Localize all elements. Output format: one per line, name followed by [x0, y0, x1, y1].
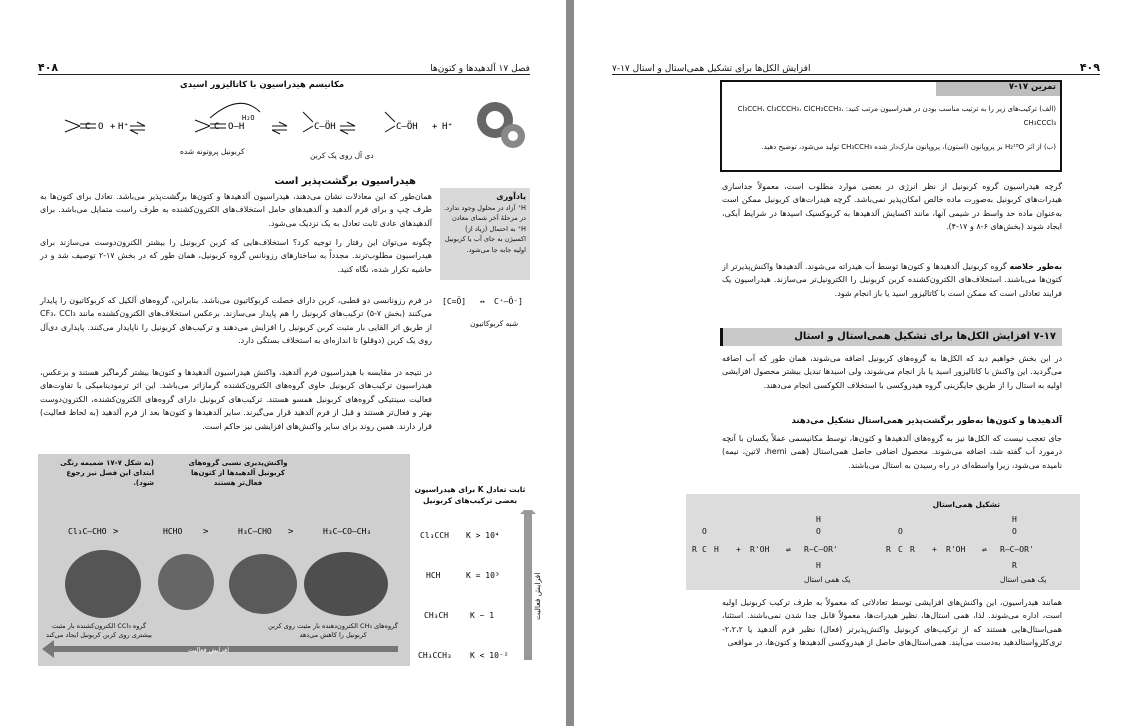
svg-text:+: + — [432, 122, 438, 132]
left-paragraph-3: در فرم رزونانسی دو قطبی، کربن دارای خصلت کربوکاتیون می‌باشد. بنابراین، گروه‌های آلکیل که کربوکاتیون را پایدار می‌کنند (بخش ۷-۵) ترکیب‌های کربونیل را هم پایدار می‌سازند. برعکس استخلاف‌های الکترون‌کشنده مانند CF₃، CCl₃ از طریق اثر القایی بار مثبت کربن کربونیل را افزایش می‌دهند و ترکیب‌های کربونیل را ناپایدار می‌کنند. پایداری دی‌آل روی یک کربن (دوقلو) تا اندازه‌ای به استخلاف بستگی دارد. — [40, 296, 432, 346]
resonance-caption: شبه کربوکاتیون — [470, 319, 519, 328]
right-paragraph-1: گرچه هیدراسیون گروه کربونیل از نظر انرژی در بعضی موارد مطلوب است، معمولاً جداسازی هیدرات‌های کربونیل به‌صورت ماده خالص امکان‌پذیر نمی‌باشد. گرچه هیدرات‌های کربونیل ممکن است به‌عنوان ماده حد واسط در شیمی آنها، مانند اکسایش آلدهیدها به کربوکسیک اسیدها در شرایط آبکی، ایجاد شوند (بخش‌های ۶-۸ و ۱۷-۴). — [722, 182, 1062, 232]
svg-text:>: > — [288, 527, 294, 537]
molecule-2: HCHO — [163, 527, 183, 536]
molecule-3: H₃C–CHO — [238, 527, 272, 536]
molecule-4: H₃C–CO–CH₃ — [323, 527, 372, 536]
svg-text:R: R — [886, 545, 891, 554]
svg-text:C–ÖH: C–ÖH — [396, 122, 418, 132]
hemiacetal-reaction-box — [686, 494, 1080, 590]
section-title-bar: ۷-۱۷ افزایش الکل‌ها برای تشکیل همی‌استال و استال — [720, 328, 1062, 346]
exercise-part-b: (ب) از اثر H₂¹⁸O بر پروپانون (استون)، پروپانون مارک‌دار شده CH₃CCH₃ تولید می‌شود، توضیح دهید. — [761, 143, 1056, 151]
svg-text:K > 10⁴: K > 10⁴ — [466, 531, 500, 540]
svg-text:O: O — [1012, 527, 1017, 536]
svg-text:Cl₃CCH: Cl₃CCH — [420, 531, 449, 540]
equilibrium-title: ثابت تعادل K برای هیدراسیون بعضی ترکیب‌های کربونیل — [414, 485, 526, 505]
svg-text:⇌: ⇌ — [982, 545, 987, 554]
svg-text:R: R — [692, 545, 697, 554]
svg-text:افزایش فعالیت: افزایش فعالیت — [533, 572, 542, 620]
svg-text:H: H — [714, 545, 719, 554]
svg-text:C–ÖH: C–ÖH — [314, 122, 336, 132]
sidebar-note — [440, 188, 530, 280]
left-section-heading: هیدراسیون برگشت‌پذیر است — [274, 176, 416, 187]
hemiacetal-subheading: آلدهیدها و کتون‌ها به‌طور برگشت‌پذیر همی‌استال تشکیل می‌دهند — [791, 416, 1062, 426]
sidebar-title: یادآوری — [496, 192, 526, 201]
svg-text:⇌: ⇌ — [786, 545, 791, 554]
reaction-box-title: تشکیل همی‌استال — [932, 500, 1000, 509]
svg-text:H: H — [1012, 515, 1017, 524]
svg-text:HCH: HCH — [426, 571, 441, 580]
product-label-2: یک همی استال — [1000, 575, 1047, 584]
exercise-title: تمرین ۱۷-۷ — [936, 82, 1060, 96]
hemiacetal-label: دی آل روی یک کربن — [310, 151, 374, 160]
right-page-number: ۴۰۹ — [1079, 61, 1100, 74]
svg-text:O: O — [898, 527, 903, 536]
resonance-diagram — [440, 288, 540, 330]
svg-text:O: O — [702, 527, 707, 536]
svg-text:>: > — [203, 527, 209, 537]
svg-text:H⁺: H⁺ — [442, 122, 453, 132]
svg-text:O–H: O–H — [228, 122, 245, 132]
reagent-1: R'OH — [750, 545, 770, 554]
figure-note: (به شکل ۷-۱۷ ضمیمه رنگی ابتدای این فصل نیز رجوع شود). — [60, 459, 154, 487]
figure-caption-left: گروه CCl₃ الکترون‌کشنده بار مثبت بیشتری روی کربن کربونیل ایجاد می‌کند — [46, 622, 152, 639]
svg-text:C: C — [898, 545, 903, 554]
left-paragraph-4: در نتیجه در مقایسه با هیدراسیون فرم آلدهید، واکنش هیدراسیون آلدهیدها و کتون‌ها بیشتر گرماگیر هستند و برعکس، هیدراسیون ترکیب‌های کربونیل حاوی گروه‌های الکترون‌کشنده گرمازاتر می‌باشد. این اثر ترمودینامیکی با تفاوت‌های فعالیت سینتیکی گروه‌های کربونیل همسو هستند. ترکیب‌های کربونیل دارای گروه‌های الکترون‌کشنده، الکترون‌دوست بهتر و فعال‌تر هستند و قبل از فرم آلدهید قرار می‌گیرند. سایر آلدهیدها و کتون‌ها بعد از فرم آلدهید (به لحاظ فعالیت) قرار دارند. همین روند برای سایر واکنش‌های افزایشی نیز حاکم است. — [40, 368, 432, 431]
svg-text:K = 10³: K = 10³ — [466, 571, 500, 580]
figure-trend-title: واکنش‌پذیری نسبی گروه‌های کربونیل آلدهیدها از کتون‌ها فعال‌تر هستند — [188, 459, 288, 487]
svg-text:+: + — [932, 545, 937, 554]
svg-text:O: O — [98, 122, 104, 132]
left-paragraph-2: چگونه می‌توان این رفتار را توجیه کرد؟ استخلاف‌هایی که کربن کربونیل را بیشتر الکترون‌دوست می‌سازند برای هیدراسیون مطلوب‌ترند. مجدداً به ساختارهای رزونانس گروه کربونیل، همان طور که در بخش ۱۷-۲ توصیف شد و در حاشیه تکرار شده، نگاه کنید. — [40, 238, 432, 274]
final-paragraph: همانند هیدراسیون، این واکنش‌های افزایشی توسط تعادلاتی که معمولاً به طرف ترکیب کربونیل اولیه است، اداره می‌شوند. لذا، همی استال‌ها، نظیر هیدرات‌ها، معمولاً قابل جدا شدن نمی‌باشند. استثنا، همی‌استال‌هایی هستند که از ترکیب‌های کربونیل واکنش‌پذیرتر (فعال) نظیر فرم آلدهید یا ۲،۲،۲-تری‌کلرواستالدهید به‌دست می‌آیند. همی‌استال‌های حاصل از هیدروکسی آلدهیدها و کتون‌ها، در مواقعی — [722, 598, 1062, 648]
right-page-header — [612, 58, 1100, 75]
gear-icon — [477, 102, 525, 148]
left-chapter-title: فصل ۱۷ آلدهیدها و کتون‌ها — [430, 64, 530, 74]
figure-caption-right: گروه‌های CH₃ الکترون‌دهنده بار مثبت روی کربن کربونیل را کاهش می‌دهد — [268, 622, 398, 639]
left-page-header — [38, 58, 530, 75]
svg-text:CH₃CCH₃: CH₃CCH₃ — [418, 651, 452, 660]
mechanism-title: مکانیسم هیدراسیون با کاتالیزور اسیدی — [180, 80, 345, 90]
svg-text:↔: ↔ — [480, 297, 485, 306]
svg-text:[C=Ö]: [C=Ö] — [442, 297, 467, 306]
svg-text:K ~ 1: K ~ 1 — [470, 611, 495, 620]
svg-text:C: C — [214, 122, 220, 132]
svg-text:O: O — [816, 527, 821, 536]
svg-text:H⁺: H⁺ — [118, 122, 129, 132]
left-paragraph-1: همان‌طور که این معادلات نشان می‌دهند، هیدراسیون آلدهیدها و کتون‌ها برگشت‌پذیر می‌باشد. تعادل برای کتون‌ها به طرف چپ و برای فرم آلدهید و آلدهیدهای حامل استخلاف‌های الکترون‌کشنده به طرف راست متمایل می‌باشد. برای آلدهیدهای عادی ثابت تعادل به یک نزدیک می‌شود. — [40, 192, 432, 228]
figure-arrow-label: افزایش فعالیت — [188, 646, 230, 654]
svg-text:C: C — [85, 122, 91, 132]
left-page-number: ۴۰۸ — [38, 61, 59, 74]
book-gutter — [566, 0, 574, 726]
svg-text:H: H — [816, 515, 821, 524]
section-intro: در این بخش خواهیم دید که الکل‌ها به گروه‌های کربونیل اضافه می‌شوند، همان طور که آب اضافه می‌گردید. این واکنش با کاتالیزور اسید یا باز انجام می‌شوند، ولی اسیدها تبدیل بیشتر محصول افزایشی اولیه به استال را از طریق جایگزینی گروه هیدروکسی با استخلاف الکوکسی انجام می‌دهند. — [722, 354, 1062, 390]
svg-text:+: + — [110, 122, 116, 132]
svg-text:R: R — [1012, 561, 1017, 570]
subheading-text: جای تعجب نیست که الکل‌ها نیز به گروه‌های آلدهیدها و کتون‌ها، توسط مکانیسمی عملاً یکسان با آنچه درمورد آب گفته شد، اضافه می‌شوند. محصول اضافی حاصل همی‌استال (همی hemi، لاتین، نیمه) نامیده می‌شود، زیرا واسطه‌ای در راه رسیدن به استال می‌باشند. — [722, 434, 1063, 470]
mechanism-diagram — [40, 92, 530, 164]
svg-text:R: R — [910, 545, 915, 554]
sidebar-text: H⁺ آزاد در محلول وجود ندارد. در مرحلهٔ آخر شمای معادن H⁺ به احتمال (زیاد از) اکسیژن به جای آب یا کربونیل اولیه جابه جا می‌شود. — [444, 203, 526, 254]
svg-text:R–C–OR': R–C–OR' — [804, 545, 838, 554]
exercise-part-a: (الف) ترکیب‌های زیر را به ترتیب مناسب بودن در هیدراسیون مرتب کنید: Cl₃CCH، Cl₃CCCH₃، ClCH₂CCH₃، CH₃CCCl₃ — [737, 105, 1056, 127]
right-chapter-title: ۷-۱۷ افزایش الکل‌ها برای تشکیل همی‌استال و استال — [612, 64, 811, 74]
svg-text:C⁺–Ö⁻]: C⁺–Ö⁻] — [494, 297, 523, 306]
svg-text:H: H — [816, 561, 821, 570]
right-page — [574, 0, 1136, 726]
reactivity-figure — [38, 454, 410, 666]
svg-text:H₂O: H₂O — [242, 114, 255, 122]
svg-text:K < 10⁻²: K < 10⁻² — [470, 651, 509, 660]
summary-text: گروه کربونیل آلدهیدها و کتون‌ها توسط آب هیدراته می‌شوند. آلدهیدها واکنش‌پذیرتر از کتون‌ها می‌باشند. استخلاف‌های الکترون‌کشنده کربن کربونیل را الکترونیل‌تر می‌سازند. هیدراسیون یک فرایند تعادلی است که ممکن است با کاتالیزور اسید یا باز انجام شود. — [722, 262, 1062, 298]
svg-text:+: + — [736, 545, 741, 554]
svg-text:R–C–OR': R–C–OR' — [1000, 545, 1034, 554]
reagent-2: R'OH — [946, 545, 966, 554]
svg-text:>: > — [113, 527, 119, 537]
svg-text:C: C — [702, 545, 707, 554]
summary-label: به‌طور خلاصه — [1009, 262, 1063, 271]
svg-text:CH₃CH: CH₃CH — [424, 611, 449, 620]
summary-block — [722, 260, 1062, 316]
left-page — [0, 0, 566, 726]
equilibrium-table — [414, 510, 550, 670]
protonated-label: کربونیل پروتونه شده — [180, 147, 245, 156]
molecule-1: Cl₃C–CHO — [68, 527, 107, 536]
exercise-box — [720, 80, 1062, 172]
product-label-1: یک همی استال — [804, 575, 851, 584]
